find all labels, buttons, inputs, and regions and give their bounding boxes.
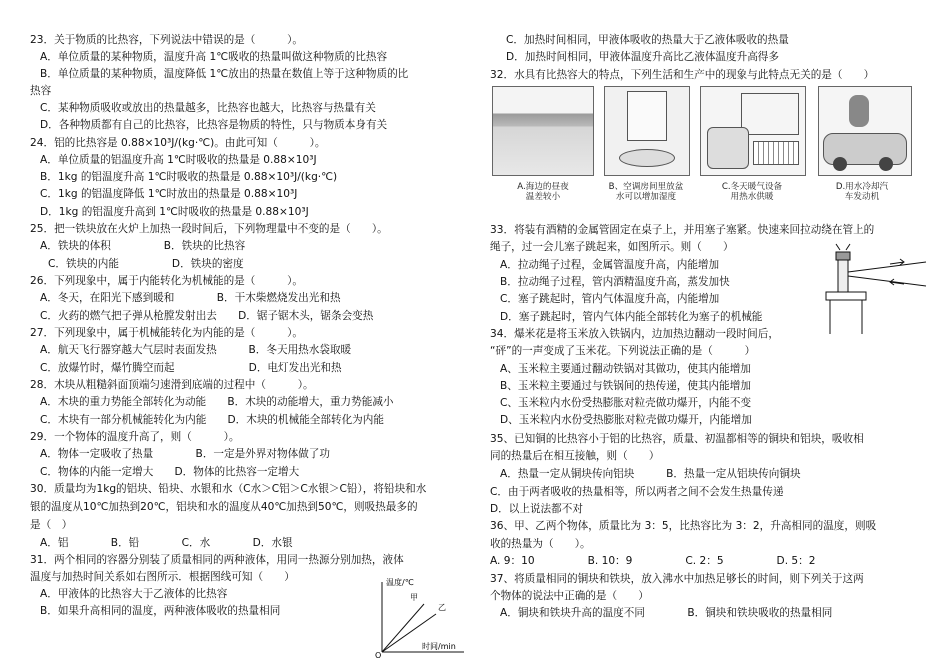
rope — [848, 262, 926, 272]
right-text-line: 33．将装有酒精的金属管固定在桌子上，并用塞子塞紧。快速来回拉动绕在管上的 — [490, 224, 875, 236]
left-text-line: 热容 — [30, 85, 52, 97]
left-text-line: A．航天飞行器穿越大气层时表面发热 B．冬天用热水袋取暖 — [40, 344, 352, 356]
left-text-line: B．单位质量的某种物质，温度降低 1℃放出的热量在数值上等于这种物质的比 — [40, 68, 409, 80]
right-text-line: “砰”的一声变成了玉米花。下列说法正确的是（ ） — [490, 345, 756, 357]
right-text-line: D．加热时间相同，甲液体温度升高比乙液体温度升高得多 — [506, 51, 779, 63]
q32-caption-a — [494, 182, 592, 202]
right-text-line: A、玉米粒主要通过翻动铁锅对其做功，使其内能增加 — [500, 363, 751, 375]
series-yi-label: 乙 — [438, 603, 446, 612]
q32-caption-b-line2: 水可以增加湿度 — [615, 192, 677, 202]
left-text-line: B．如果升高相同的温度，两种液体吸收的热量相同 — [40, 605, 281, 617]
left-text-line: B．1kg 的铝温度升高 1℃时吸收的热量是 0.88×10³J/(kg·℃) — [40, 171, 338, 183]
left-text-line: 28．木块从粗糙斜面顶端匀速滑到底端的过程中（ ）。 — [30, 379, 314, 391]
q32-caption-d-line2: 车发动机 — [844, 192, 880, 202]
q31-temperature-time-graph — [372, 576, 467, 658]
right-text-line: 36、甲、乙两个物体，质量比为 3：5，比热容比为 3：2，升高相同的温度，则吸 — [490, 520, 877, 532]
left-text-line: C．木块有一部分机械能转化为内能 D．木块的机械能全部转化为内能 — [40, 414, 384, 426]
right-text-line: 收的热量为（ ）。 — [490, 538, 591, 550]
left-text-line: 29．一个物体的温度升高了，则（ ）。 — [30, 431, 240, 443]
q32-caption-b — [598, 182, 694, 202]
left-text-line: A．铁块的体积 B．铁块的比热容 — [40, 240, 246, 252]
right-text-line: D．以上说法都不对 — [490, 503, 583, 515]
q32-caption-b-line1: B、空调房间里放盆 — [608, 182, 684, 192]
series-jia-line — [382, 604, 424, 652]
q32-caption-a-line2: 温差较小 — [525, 192, 561, 202]
q32-image-b-aircon-room — [604, 86, 690, 176]
stopper — [836, 252, 850, 260]
left-text-line: D．1kg 的铝温度升高到 1℃时吸收的热量是 0.88×10³J — [40, 206, 309, 218]
left-text-line: A．物体一定吸收了热量 B．一定是外界对物体做了功 — [40, 448, 330, 460]
left-text-line: 是（ ） — [30, 519, 73, 531]
q32-caption-d-line1: D.用水冷却汽 — [835, 182, 889, 192]
right-text-line: C．加热时间相同，甲液体吸收的热量大于乙液体吸收的热量 — [506, 34, 789, 46]
right-text-line: A．铜块和铁块升高的温度不同 B．铜块和铁块吸收的热量相同 — [500, 607, 833, 619]
left-text-line: 26．下列现象中，属于内能转化为机械能的是（ ）。 — [30, 275, 304, 287]
left-text-line: A．单位质量的铝温度升高 1℃时吸收的热量是 0.88×10³J — [40, 154, 317, 166]
q32-caption-d — [814, 182, 910, 202]
left-text-line: C．某种物质吸收或放出的热量越多，比热容也越大，比热容与热量有关 — [40, 102, 376, 114]
q32-image-c-radiator — [700, 86, 806, 176]
left-text-line: 23．关于物质的比热容，下列说法中错误的是（ ）。 — [30, 34, 304, 46]
left-text-line: C．火药的燃气把子弹从枪膛发射出去 D．锯子锯木头，锯条会变热 — [40, 310, 374, 322]
right-text-line: 34．爆米花是将玉米放入铁锅内，边加热边翻动一段时间后， — [490, 328, 779, 340]
right-text-line: A．热量一定从铜块传向铝块 B．热量一定从铝块传向铜块 — [500, 468, 801, 480]
left-text-line: 25．把一铁块放在火炉上加热一段时间后，下列物理量中不变的是（ ）。 — [30, 223, 388, 235]
right-text-line: 35、已知铜的比热容小于铝的比热容，质量、初温都相等的铜块和铝块，吸收相 — [490, 433, 864, 445]
right-text-line: 32．水具有比热容大的特点，下列生活和生产中的现象与此特点无关的是（ ） — [490, 69, 875, 81]
right-text-line: B．拉动绳子过程，管内酒精温度升高，蒸发加快 — [500, 276, 730, 288]
right-text-line: B、玉米粒主要通过与铁锅间的热传递，使其内能增加 — [500, 380, 751, 392]
right-text-line: 同的热量后在相互接触，则（ ） — [490, 450, 660, 462]
left-text-line: A．单位质量的某种物质，温度升高 1℃吸收的热量叫做这种物质的比热容 — [40, 51, 388, 63]
left-text-line: 27．下列现象中，属于机械能转化为内能的是（ ）。 — [30, 327, 304, 339]
right-text-line: 个物体的说法中正确的是（ ） — [490, 590, 649, 602]
left-text-line: C．1kg 的铝温度降低 1℃时放出的热量是 0.88×10³J — [40, 188, 298, 200]
series-jia-label: 甲 — [410, 593, 418, 602]
left-text-line: 银的温度从10℃加热到20℃，铝块和水的温度从40℃加热到50℃，则吸热最多的 — [30, 501, 418, 513]
left-text-line: C．放爆竹时，爆竹腾空而起 D．电灯发出光和热 — [40, 362, 342, 374]
left-text-line: 31．两个相同的容器分别装了质量相同的两种液体，用同一热源分别加热，液体 — [30, 554, 404, 566]
right-text-line: D．塞子跳起时，管内气体内能全部转化为塞子的机械能 — [500, 311, 763, 323]
rope — [848, 276, 926, 286]
stopper-jump-lines — [836, 244, 850, 250]
table-top — [826, 292, 866, 300]
arrow — [890, 259, 904, 265]
left-text-line: A．木块的重力势能全部转化为动能 B．木块的动能增大，重力势能减小 — [40, 396, 394, 408]
left-text-line: D．各种物质都有自己的比热容，比热容是物质的特性，只与物质本身有关 — [40, 119, 388, 131]
q32-caption-c-line1: C.冬天暖气设备 — [721, 182, 783, 192]
right-text-line: A．拉动绳子过程，金属管温度升高，内能增加 — [500, 259, 720, 271]
right-text-line: D、玉米粒内水份受热膨胀对粒壳做功爆开，内能增加 — [500, 414, 752, 426]
left-text-line: A．甲液体的比热容大于乙液体的比热容 — [40, 588, 228, 600]
origin-label: O — [375, 651, 382, 658]
q32-caption-a-line1: A.海边的昼夜 — [517, 182, 569, 192]
left-text-line: 温度与加热时间关系如右图所示．根据图线可知（ ） — [30, 571, 295, 583]
q33-metal-tube-apparatus — [820, 242, 932, 338]
left-text-line: A．铝 B．铅 C．水 D．水银 — [40, 537, 293, 549]
q32-image-a-seaside — [492, 86, 594, 176]
right-text-line: C．由于两者吸收的热量相等，所以两者之间不会发生热量传递 — [490, 486, 784, 498]
right-text-line: 37、将质量相同的铜块和铁块，放入沸水中加热足够长的时间，则下列关于这两 — [490, 573, 864, 585]
right-text-line: C、玉米粒内水份受热膨胀对粒壳做功爆开，内能不变 — [500, 397, 752, 409]
q32-image-d-car-engine — [818, 86, 912, 176]
metal-tube — [838, 260, 848, 292]
left-text-line: 24．铝的比热容是 0.88×10³J/(kg·℃)。由此可知（ ）。 — [30, 137, 326, 149]
y-axis-label: 温度/℃ — [386, 578, 414, 587]
left-text-line: C．物体的内能一定增大 D．物体的比热容一定增大 — [40, 466, 300, 478]
x-axis-label: 时间/min — [422, 642, 456, 651]
q32-caption-c-line2: 用热水供暖 — [730, 192, 774, 202]
right-text-line: 绳子，过一会儿塞子跳起来，如图所示。则（ ） — [490, 241, 734, 253]
left-text-line: 30．质量均为1kg的铝块、铅块、水银和水（C水＞C铝＞C水银＞C铅），将铅块和水 — [30, 483, 427, 495]
right-text-line: A. 9：10 B. 10：9 C. 2：5 D. 5：2 — [490, 555, 816, 567]
q32-caption-c — [702, 182, 802, 202]
left-text-line: C．铁块的内能 D．铁块的密度 — [48, 258, 244, 270]
left-text-line: A．冬天，在阳光下感到暖和 B．干木柴燃烧发出光和热 — [40, 292, 341, 304]
right-text-line: C．塞子跳起时，管内气体温度升高，内能增加 — [500, 293, 720, 305]
